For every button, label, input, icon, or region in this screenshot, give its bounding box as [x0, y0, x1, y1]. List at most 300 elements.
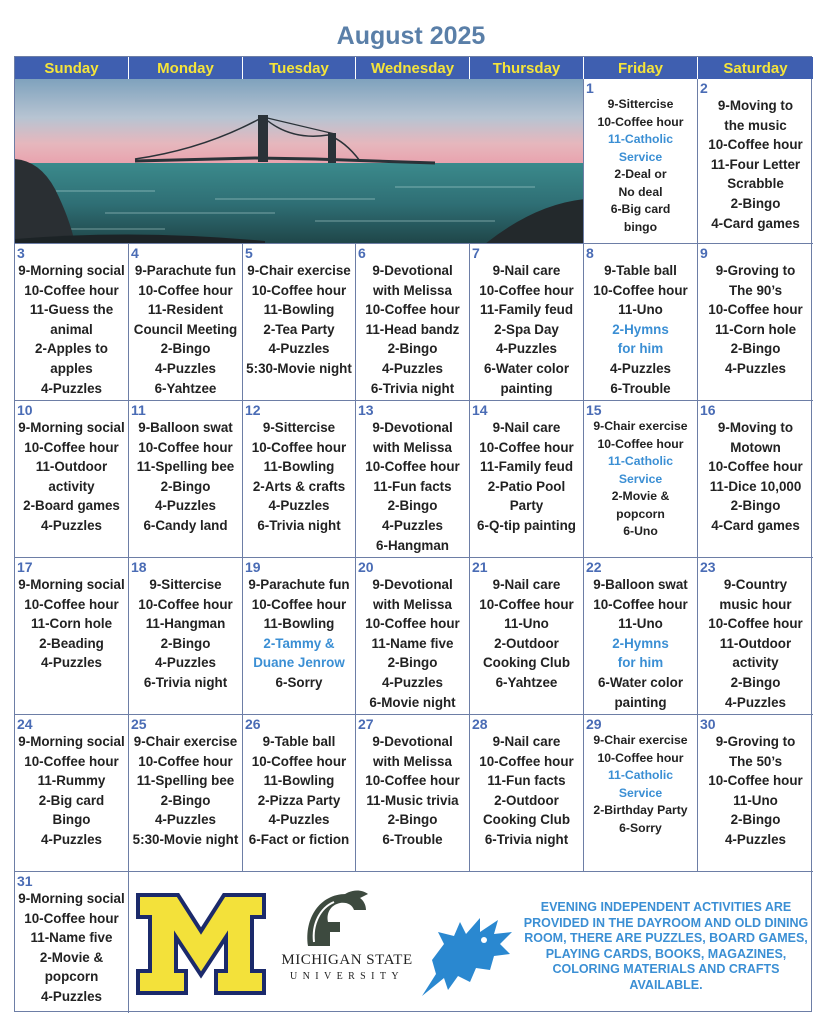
event-line: 2-Movie & — [611, 489, 670, 503]
event-line: Scrabble — [727, 176, 784, 192]
event-line: 4-Puzzles — [381, 674, 444, 690]
day-number: 24 — [17, 716, 33, 732]
event-line: 9-Chair exercise — [247, 263, 351, 278]
event-line: 4-Puzzles — [724, 360, 787, 376]
day-number: 20 — [358, 559, 374, 575]
day-cell-10 — [15, 401, 129, 558]
event-line: 11-Catholic — [607, 454, 674, 468]
day-number: 9 — [700, 245, 708, 261]
event-line: 10-Coffee hour — [597, 114, 684, 129]
event-line: 2-Bingo — [730, 674, 781, 690]
event-line: 4-Puzzles — [268, 341, 330, 357]
event-line: 9-Nail care — [492, 420, 561, 435]
event-line: music hour — [719, 596, 792, 612]
event-line: 11-Bowling — [263, 302, 335, 318]
event-line: 9-Table ball — [604, 263, 677, 278]
event-line: 5:30-Movie night — [132, 831, 239, 847]
event-line: 2-Bingo — [160, 792, 211, 808]
event-line: 11-Fun facts — [487, 773, 566, 789]
day-number: 28 — [472, 716, 488, 732]
day-events — [698, 96, 813, 233]
event-line: Service — [618, 149, 663, 164]
weekday-header-wednesday: Wednesday — [356, 57, 470, 79]
event-line: 9-Nail care — [492, 734, 561, 749]
event-line: 4-Puzzles — [154, 498, 217, 514]
event-line: 11-Corn hole — [714, 321, 797, 337]
event-line: 9-Morning social — [18, 420, 125, 435]
day-cell-25 — [129, 715, 243, 872]
day-number: 14 — [472, 402, 488, 418]
day-cell-19 — [243, 558, 356, 715]
day-number: 23 — [700, 559, 716, 575]
event-line: 11-Family feud — [479, 459, 574, 475]
event-line: 4-Puzzles — [381, 517, 444, 533]
event-line: Bingo — [52, 812, 91, 828]
day-cell-21 — [470, 558, 584, 715]
event-line: 11-Outdoor — [35, 459, 108, 475]
event-line: 2-Big card — [38, 792, 105, 808]
event-line: 6-Trivia night — [484, 831, 569, 847]
day-events — [698, 732, 813, 850]
event-line: the music — [724, 117, 787, 133]
event-line: 6-Uno — [623, 524, 658, 538]
event-line: 2-Hymns — [612, 635, 669, 651]
day-events — [584, 261, 697, 398]
day-cell-29 — [584, 715, 698, 872]
event-line: 10-Coffee hour — [251, 753, 347, 769]
event-line: 11-Four Letter — [710, 156, 801, 172]
event-line: 4-Puzzles — [40, 988, 103, 1004]
day-number: 15 — [586, 402, 602, 418]
event-line: The 90’s — [728, 282, 783, 298]
event-line: 2-Outdoor — [494, 635, 559, 651]
event-line: 11-Bowling — [263, 616, 335, 632]
day-cell-18 — [129, 558, 243, 715]
day-number: 2 — [700, 80, 708, 96]
day-cell-2 — [698, 79, 813, 244]
day-cell-15 — [584, 401, 698, 558]
event-line: 2-Bingo — [387, 341, 438, 357]
event-line: 10-Coffee hour — [251, 282, 347, 298]
event-line: 9-Nail care — [492, 577, 561, 592]
day-events — [356, 575, 469, 712]
event-line: Service — [618, 471, 663, 486]
msu-university: UNIVERSITY — [290, 971, 404, 982]
day-events — [243, 575, 355, 693]
day-cell-1 — [584, 79, 698, 244]
day-events — [15, 575, 128, 673]
event-line: 11-Head bandz — [365, 321, 460, 337]
event-line: Cooking Club — [482, 655, 571, 671]
footer-area — [129, 872, 813, 1013]
day-cell-28 — [470, 715, 584, 872]
day-events — [470, 575, 583, 693]
day-number: 3 — [17, 245, 25, 261]
event-line: apples — [50, 360, 93, 376]
event-line: 9-Table ball — [262, 734, 336, 749]
event-line: 2-Bingo — [160, 635, 211, 651]
day-number: 30 — [700, 716, 716, 732]
day-number: 4 — [131, 245, 139, 261]
day-events — [243, 261, 355, 379]
event-line: 2-Board games — [23, 498, 120, 514]
event-line: 2-Bingo — [730, 498, 781, 514]
day-cell-23 — [698, 558, 813, 715]
day-number: 22 — [586, 559, 602, 575]
day-cell-24 — [15, 715, 129, 872]
event-line: with Melissa — [373, 282, 452, 298]
event-line: 10-Coffee hour — [593, 282, 688, 298]
day-cell-26 — [243, 715, 356, 872]
event-line: 9-Morning social — [18, 263, 125, 278]
weekday-header-monday: Monday — [129, 57, 243, 79]
event-line: 6-Q-tip painting — [477, 517, 576, 533]
event-line: 4-Puzzles — [40, 517, 103, 533]
event-line: 2-Bingo — [387, 812, 438, 828]
event-line: 10-Coffee hour — [593, 596, 688, 612]
event-line: 6-Trivia night — [370, 380, 455, 396]
event-line: 4-Puzzles — [40, 831, 103, 847]
event-line: 6-Yahtzee — [154, 380, 217, 396]
day-number: 10 — [17, 402, 33, 418]
day-cell-27 — [356, 715, 470, 872]
event-line: 9-Morning social — [18, 891, 125, 906]
day-events — [470, 732, 583, 850]
event-line: 2-Spa Day — [494, 321, 559, 337]
event-line: 11-Uno — [504, 616, 549, 632]
event-line: 9-Devotional — [372, 263, 453, 278]
event-line: 10-Coffee hour — [138, 753, 233, 769]
msu-name: MICHIGAN STATE — [281, 952, 413, 968]
event-line: 9-Sittercise — [607, 97, 674, 111]
event-line: 6-Trouble — [610, 380, 671, 396]
event-line: with Melissa — [373, 439, 452, 455]
event-line: 11-Bowling — [263, 459, 335, 475]
day-events — [129, 575, 242, 693]
event-line: 5:30-Movie night — [246, 360, 352, 376]
event-line: 2-Arts & crafts — [252, 478, 346, 494]
event-line: 10-Coffee hour — [251, 596, 347, 612]
day-events — [698, 418, 813, 536]
michigan-block-m-logo — [134, 891, 268, 997]
event-line: 6-Sorry — [275, 674, 323, 690]
event-line: Service — [618, 785, 663, 800]
day-events — [584, 575, 697, 712]
event-line: 2-Movie & — [39, 949, 104, 965]
day-events — [584, 96, 697, 236]
event-line: 9-Parachute fun — [248, 577, 350, 592]
event-line: 11-Uno — [618, 616, 663, 632]
event-line: 10-Coffee hour — [24, 753, 119, 769]
event-line: 11-Uno — [733, 792, 778, 808]
event-line: 10-Coffee hour — [24, 910, 119, 926]
event-line: 11-Catholic — [607, 768, 674, 782]
day-number: 6 — [358, 245, 366, 261]
event-line: 2-Deal or — [614, 167, 667, 181]
day-events — [15, 889, 128, 1007]
event-line: 10-Coffee hour — [479, 753, 574, 769]
msu-wordmark — [272, 952, 422, 982]
event-line: 10-Coffee hour — [708, 302, 803, 318]
day-number: 1 — [586, 80, 594, 96]
day-cell-13 — [356, 401, 470, 558]
day-number: 29 — [586, 716, 602, 732]
event-line: 9-Groving to — [715, 734, 796, 749]
day-number: 21 — [472, 559, 488, 575]
event-line: 11-Name five — [30, 930, 113, 946]
event-line: Party — [509, 498, 544, 514]
event-line: 2-Beading — [39, 635, 104, 651]
day-events — [356, 418, 469, 555]
day-cell-11 — [129, 401, 243, 558]
event-line: The 50’s — [728, 753, 783, 769]
event-line: 9-Moving to — [717, 420, 794, 435]
event-line: 6-Hangman — [376, 537, 449, 553]
event-line: 2-Birthday Party — [593, 803, 688, 817]
weekday-header-tuesday: Tuesday — [243, 57, 356, 79]
event-line: 10-Coffee hour — [365, 616, 460, 632]
event-line: 10-Coffee hour — [597, 436, 684, 451]
event-line: 4-Puzzles — [609, 360, 672, 376]
event-line: 10-Coffee hour — [708, 459, 803, 475]
event-line: 6-Yahtzee — [495, 674, 558, 690]
event-line: 6-Trouble — [382, 831, 443, 847]
day-events — [15, 418, 128, 536]
event-line: 9-Chair exercise — [593, 733, 688, 747]
evening-activities-note: EVENING INDEPENDENT ACTIVITIES ARE PROVIDED IN THE DAYROOM AND OLD DINING ROOM, THERE ARE PUZZLES, BOARD GAMES, PLAYING CARDS, BOOKS, MAGAZINES, COLORING MATERIALS AND CRAFTS AVAILABLE. — [523, 900, 809, 992]
bridge-sunset-photo — [15, 79, 584, 244]
event-line: 11-Guess the — [29, 302, 114, 318]
event-line: 9-Balloon swat — [593, 577, 688, 592]
event-line: 6-Water color — [483, 360, 570, 376]
event-line: 9-Country — [723, 577, 788, 592]
event-line: 11-Name five — [371, 635, 454, 651]
event-line: 4-Puzzles — [724, 831, 787, 847]
day-events — [15, 732, 128, 850]
event-line: activity — [732, 655, 779, 671]
event-line: 11-Fun facts — [373, 478, 452, 494]
event-line: 11-Dice 10,000 — [709, 478, 802, 494]
event-line: 10-Coffee hour — [24, 596, 119, 612]
event-line: 2-Bingo — [730, 195, 781, 211]
event-line: Motown — [730, 439, 781, 455]
event-line: 4-Puzzles — [40, 655, 103, 671]
day-cell-12 — [243, 401, 356, 558]
day-cell-9 — [698, 244, 813, 401]
event-line: 10-Coffee hour — [479, 596, 574, 612]
event-line: 9-Chair exercise — [133, 734, 238, 749]
event-line: 10-Coffee hour — [365, 773, 460, 789]
event-line: popcorn — [44, 969, 99, 985]
event-line: 9-Morning social — [18, 577, 125, 592]
event-line: 2-Bingo — [387, 655, 438, 671]
day-events — [356, 732, 469, 850]
event-line: painting — [500, 380, 553, 396]
event-line: 4-Puzzles — [154, 812, 217, 828]
event-line: popcorn — [616, 506, 665, 521]
day-events — [129, 261, 242, 398]
event-line: 11-Spelling bee — [136, 773, 235, 789]
event-line: 10-Coffee hour — [138, 596, 233, 612]
event-line: 10-Coffee hour — [479, 282, 574, 298]
event-line: 9-Sittercise — [149, 577, 222, 592]
event-line: 11-Hangman — [145, 616, 226, 632]
day-number: 27 — [358, 716, 374, 732]
day-cell-31 — [15, 872, 129, 1013]
day-number: 8 — [586, 245, 594, 261]
day-cell-20 — [356, 558, 470, 715]
event-line: 4-Puzzles — [268, 498, 330, 514]
day-number: 7 — [472, 245, 480, 261]
day-events — [470, 418, 583, 536]
event-line: 10-Coffee hour — [708, 773, 803, 789]
day-events — [15, 261, 128, 398]
day-number: 13 — [358, 402, 374, 418]
event-line: 10-Coffee hour — [24, 282, 119, 298]
event-line: 2-Bingo — [730, 341, 781, 357]
event-line: 11-Rummy — [37, 773, 106, 789]
event-line: 2-Apples to — [35, 341, 108, 357]
event-line: 4-Puzzles — [154, 360, 217, 376]
day-events — [470, 261, 583, 398]
event-line: 11-Resident — [147, 302, 224, 318]
day-cell-7 — [470, 244, 584, 401]
event-line: 6-Water color — [597, 674, 684, 690]
event-line: No deal — [618, 184, 663, 199]
event-line: with Melissa — [373, 753, 452, 769]
event-line: 9-Devotional — [372, 734, 453, 749]
event-line: for him — [617, 341, 664, 357]
event-line: 4-Puzzles — [40, 380, 103, 396]
event-line: 9-Devotional — [372, 577, 453, 592]
event-line: 2-Outdoor — [494, 792, 559, 808]
event-line: 9-Parachute fun — [134, 263, 237, 278]
day-number: 11 — [131, 402, 146, 418]
event-line: 2-Bingo — [160, 478, 211, 494]
lion-icon — [414, 904, 519, 1004]
event-line: 4-Puzzles — [154, 655, 217, 671]
event-line: 10-Coffee hour — [479, 439, 574, 455]
event-line: 10-Coffee hour — [708, 616, 803, 632]
day-cell-14 — [470, 401, 584, 558]
event-line: 9-Morning social — [18, 734, 125, 749]
event-line: 10-Coffee hour — [251, 439, 347, 455]
day-events — [584, 732, 697, 837]
event-line: 4-Puzzles — [724, 694, 787, 710]
day-events — [243, 418, 355, 536]
event-line: 9-Groving to — [715, 263, 796, 278]
event-line: Duane Jenrow — [253, 655, 345, 671]
day-number: 25 — [131, 716, 147, 732]
event-line: 4-Puzzles — [495, 341, 558, 357]
event-line: animal — [50, 321, 93, 337]
day-events — [698, 575, 813, 712]
event-line: 6-Movie night — [369, 694, 456, 710]
event-line: 2-Bingo — [730, 812, 781, 828]
event-line: bingo — [623, 219, 658, 234]
day-events — [129, 732, 242, 850]
event-line: 11-Family feud — [479, 302, 574, 318]
day-events — [243, 732, 355, 850]
event-line: 11-Uno — [618, 302, 663, 318]
day-events — [129, 418, 242, 536]
event-line: 9-Devotional — [372, 420, 453, 435]
day-number: 16 — [700, 402, 716, 418]
weekday-header-sunday: Sunday — [15, 57, 129, 79]
event-line: 2-Hymns — [612, 321, 669, 337]
spartan-helmet-icon — [300, 888, 370, 952]
event-line: 4-Puzzles — [268, 812, 330, 828]
event-line: 11-Spelling bee — [136, 459, 235, 475]
event-line: 11-Bowling — [263, 773, 335, 789]
day-cell-5 — [243, 244, 356, 401]
event-line: painting — [614, 694, 667, 710]
event-line: 2-Tea Party — [263, 321, 335, 337]
day-cell-22 — [584, 558, 698, 715]
event-line: 11-Catholic — [607, 132, 674, 146]
day-events — [356, 261, 469, 398]
event-line: with Melissa — [373, 596, 452, 612]
event-line: 11-Corn hole — [30, 616, 113, 632]
event-line: 9-Moving to — [717, 98, 794, 113]
event-line: 10-Coffee hour — [365, 302, 460, 318]
calendar-title: August 2025 — [336, 22, 486, 50]
event-line: 9-Sittercise — [262, 420, 336, 435]
day-number: 5 — [245, 245, 253, 261]
weekday-header-saturday: Saturday — [698, 57, 813, 79]
event-line: 4-Card games — [711, 215, 800, 231]
event-line: 11-Outdoor — [719, 635, 792, 651]
day-cell-4 — [129, 244, 243, 401]
event-line: 6-Trivia night — [143, 674, 228, 690]
weekday-header-friday: Friday — [584, 57, 698, 79]
mackinac-bridge-image — [15, 79, 584, 244]
event-line: 6-Big card — [610, 202, 671, 216]
day-number: 31 — [17, 873, 33, 889]
event-line: 4-Puzzles — [381, 360, 444, 376]
calendar-grid — [14, 56, 812, 1012]
event-line: 10-Coffee hour — [597, 750, 684, 765]
event-line: for him — [617, 655, 664, 671]
day-cell-3 — [15, 244, 129, 401]
event-line: 2-Tammy & — [263, 635, 335, 651]
day-events — [584, 418, 697, 541]
day-number: 19 — [245, 559, 261, 575]
day-cell-17 — [15, 558, 129, 715]
event-line: 6-Trivia night — [257, 517, 341, 533]
day-number: 12 — [245, 402, 261, 418]
event-line: 9-Balloon swat — [138, 420, 233, 435]
event-line: 2-Bingo — [160, 341, 211, 357]
event-line: 9-Nail care — [492, 263, 561, 278]
day-number: 26 — [245, 716, 261, 732]
event-line: 6-Fact or fiction — [248, 831, 350, 847]
event-line: 4-Card games — [711, 517, 800, 533]
event-line: 10-Coffee hour — [24, 439, 119, 455]
weekday-header-thursday: Thursday — [470, 57, 584, 79]
event-line: 11-Music trivia — [366, 792, 459, 808]
event-line: 10-Coffee hour — [138, 282, 233, 298]
event-line: activity — [48, 478, 95, 494]
event-line: 2-Bingo — [387, 498, 438, 514]
day-cell-6 — [356, 244, 470, 401]
day-events — [698, 261, 813, 379]
day-cell-16 — [698, 401, 813, 558]
day-number: 17 — [17, 559, 33, 575]
day-cell-8 — [584, 244, 698, 401]
event-line: 6-Candy land — [143, 517, 228, 533]
day-number: 18 — [131, 559, 147, 575]
